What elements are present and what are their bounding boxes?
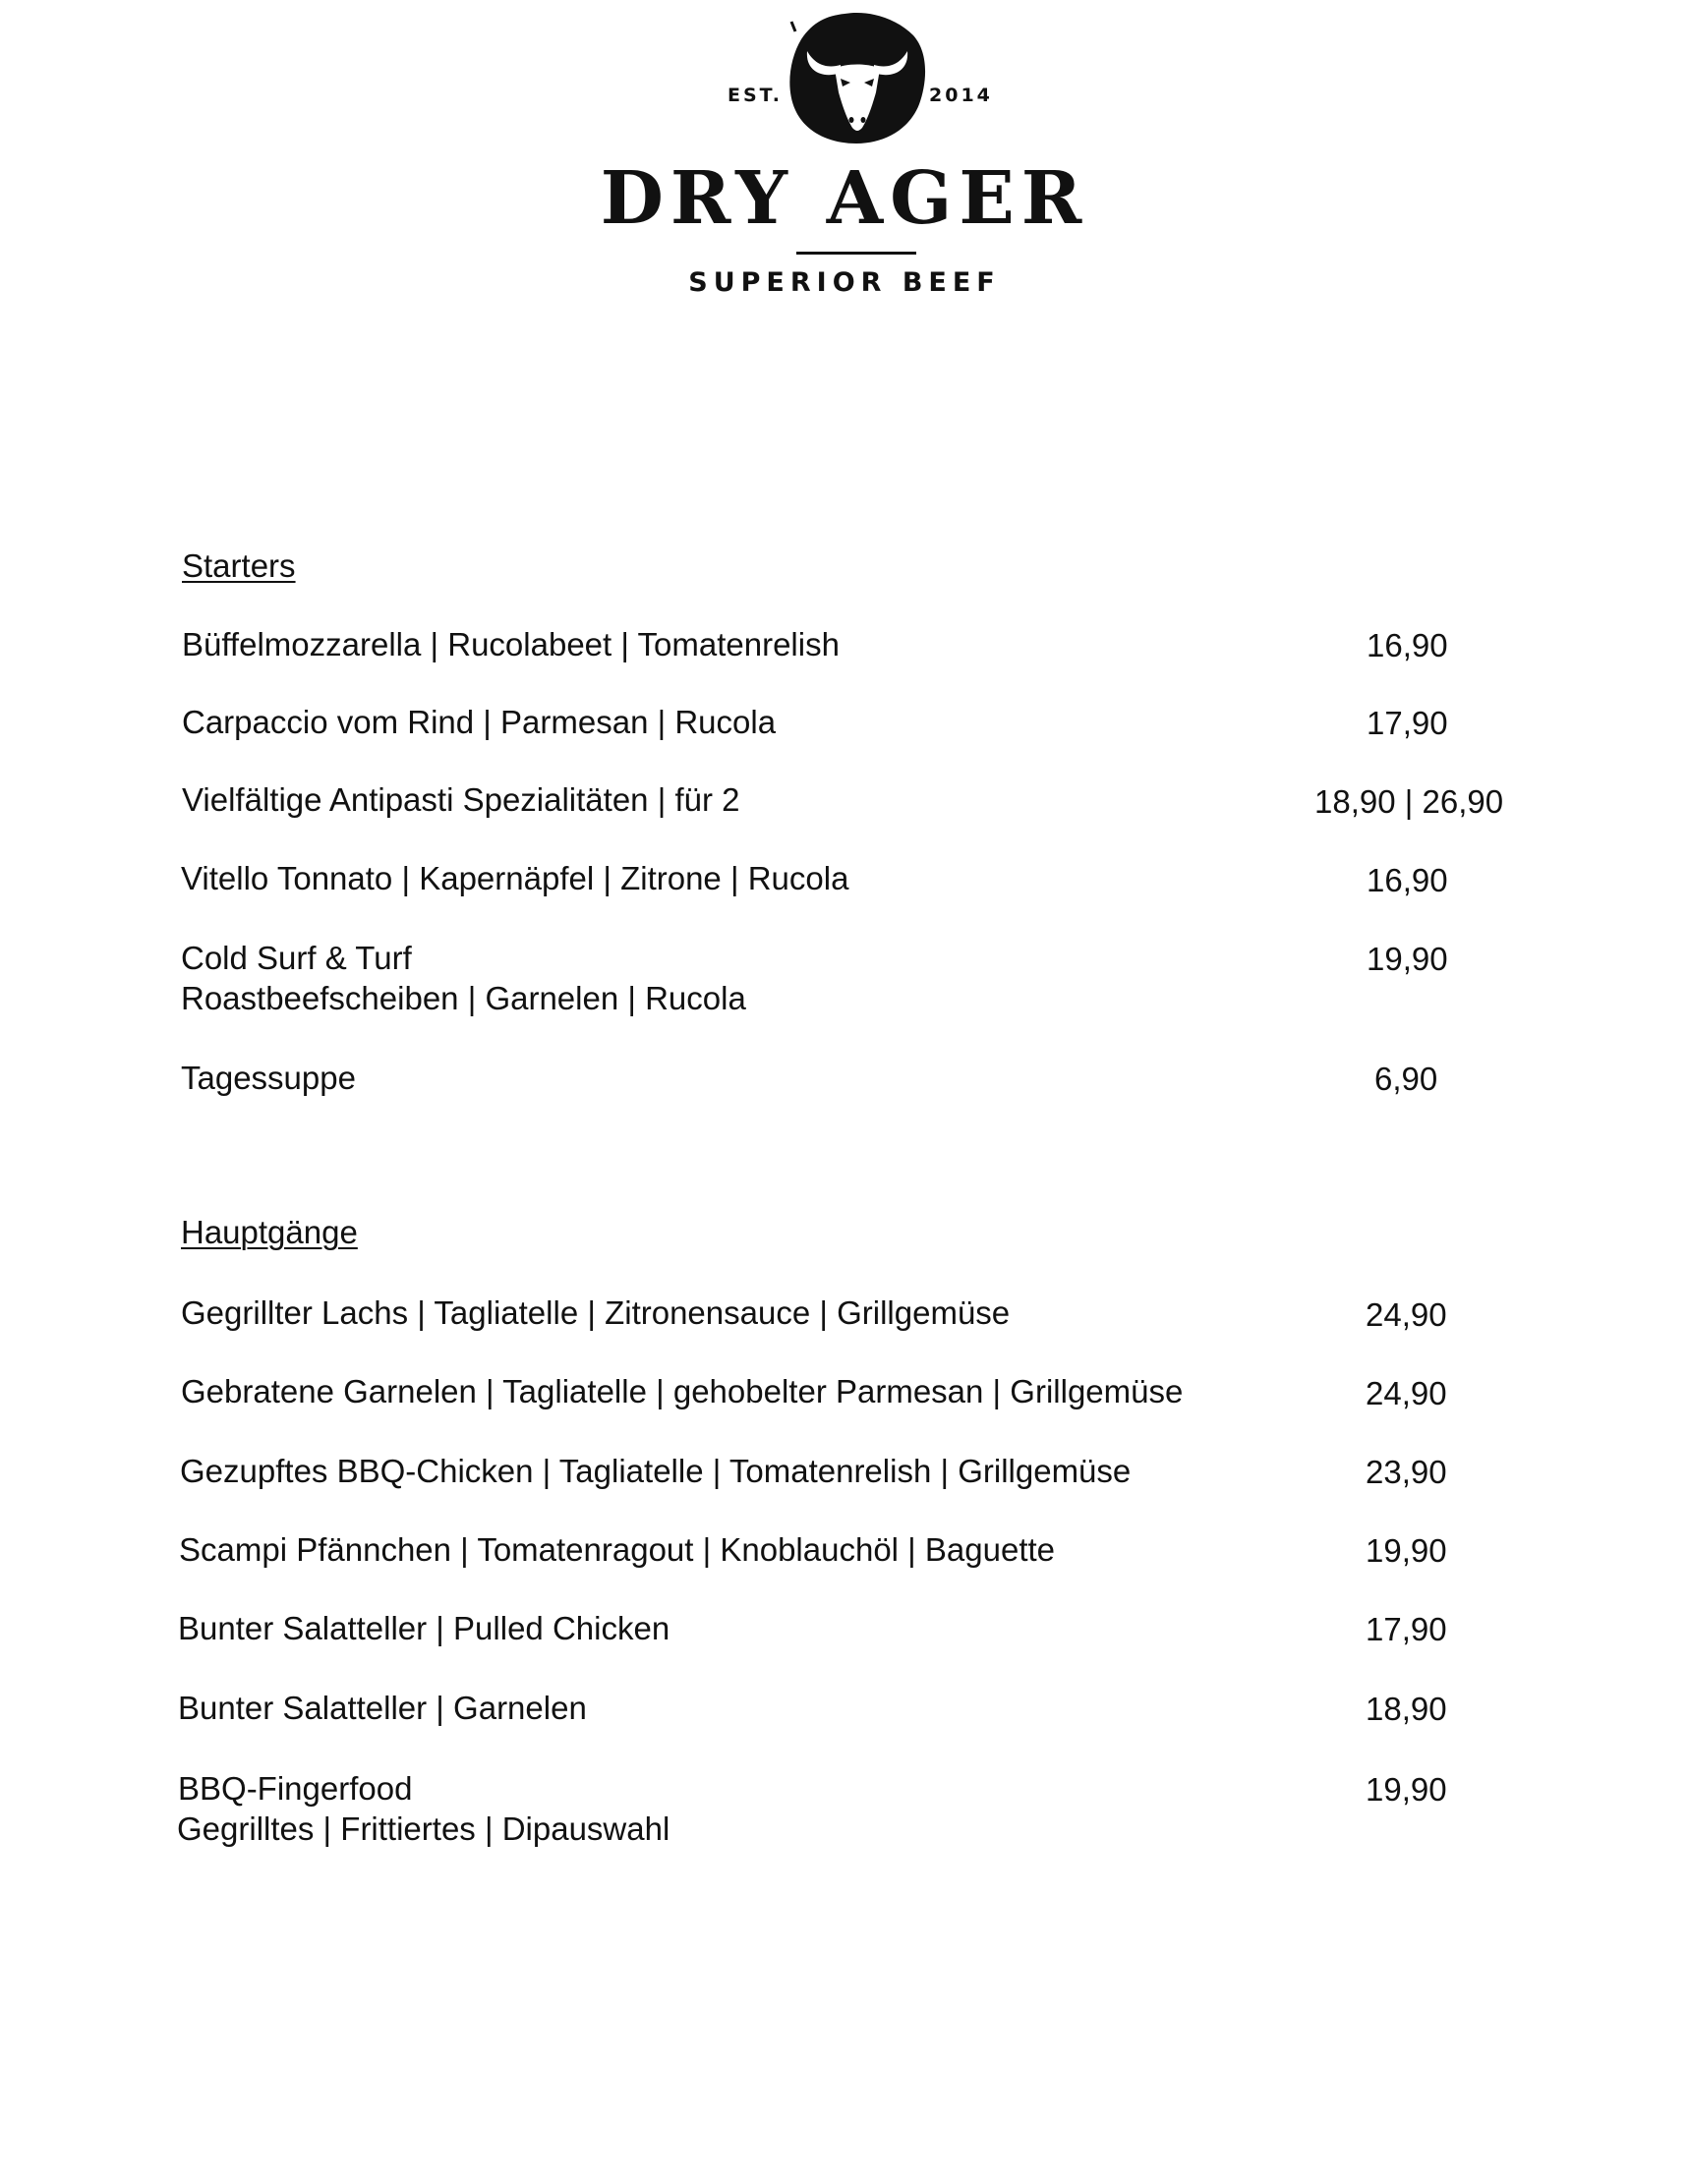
menu-item-price: 16,90 <box>1367 627 1448 663</box>
brand-tagline: SUPERIOR BEEF <box>688 267 1001 298</box>
menu-item-name: Gebratene Garnelen | Tagliatelle | gehobelter Parmesan | Grillgemüse <box>181 1373 1184 1409</box>
menu-item-name: Gezupftes BBQ-Chicken | Tagliatelle | Tomatenrelish | Grillgemüse <box>180 1453 1132 1489</box>
section-title-hauptgaenge: Hauptgänge <box>181 1214 358 1250</box>
menu-item-name: Scampi Pfännchen | Tomatenragout | Knoblauchöl | Baguette <box>179 1531 1056 1568</box>
menu-item-description: Gegrilltes | Frittiertes | Dipauswahl <box>177 1810 670 1847</box>
menu-item-name: Carpaccio vom Rind | Parmesan | Rucola <box>182 704 777 740</box>
menu-item-price: 18,90 <box>1366 1691 1447 1727</box>
menu-item-name: Tagessuppe <box>181 1060 356 1096</box>
brand-name: DRY AGER <box>600 156 1089 241</box>
menu-item-name: Büffelmozzarella | Rucolabeet | Tomatenrelish <box>182 626 840 662</box>
menu-item-price: 18,90 | 26,90 <box>1314 783 1504 820</box>
menu-item-price: 17,90 <box>1366 1611 1447 1647</box>
menu-item-price: 6,90 <box>1374 1061 1438 1097</box>
menu-item-price: 24,90 <box>1366 1296 1447 1333</box>
menu-item-name: Bunter Salatteller | Pulled Chicken <box>178 1610 670 1646</box>
menu-item-price: 19,90 <box>1367 941 1448 977</box>
menu-item-name: Bunter Salatteller | Garnelen <box>178 1690 587 1726</box>
section-title-starters: Starters <box>182 547 296 584</box>
menu-item-price: 24,90 <box>1366 1375 1447 1411</box>
menu-item-name: Vielfältige Antipasti Spezialitäten | für 2 <box>182 781 740 818</box>
menu-item-description: Roastbeefscheiben | Garnelen | Rucola <box>181 980 746 1016</box>
restaurant-logo <box>0 0 1689 315</box>
brand-divider <box>796 252 916 255</box>
menu-item-name: BBQ-Fingerfood <box>178 1770 413 1807</box>
established-year: 2014 <box>929 85 993 106</box>
est-label: EST. <box>728 85 783 106</box>
menu-item-name: Vitello Tonnato | Kapernäpfel | Zitrone | Rucola <box>181 860 849 896</box>
menu-item-price: 16,90 <box>1367 862 1448 898</box>
menu-item-price: 19,90 <box>1366 1771 1447 1808</box>
menu-item-price: 23,90 <box>1366 1454 1447 1490</box>
menu-item-price: 17,90 <box>1367 705 1448 741</box>
bull-head-icon <box>786 8 929 145</box>
menu-item-price: 19,90 <box>1366 1532 1447 1569</box>
menu-item-name: Cold Surf & Turf <box>181 940 412 976</box>
menu-item-name: Gegrillter Lachs | Tagliatelle | Zitronensauce | Grillgemüse <box>181 1294 1011 1331</box>
